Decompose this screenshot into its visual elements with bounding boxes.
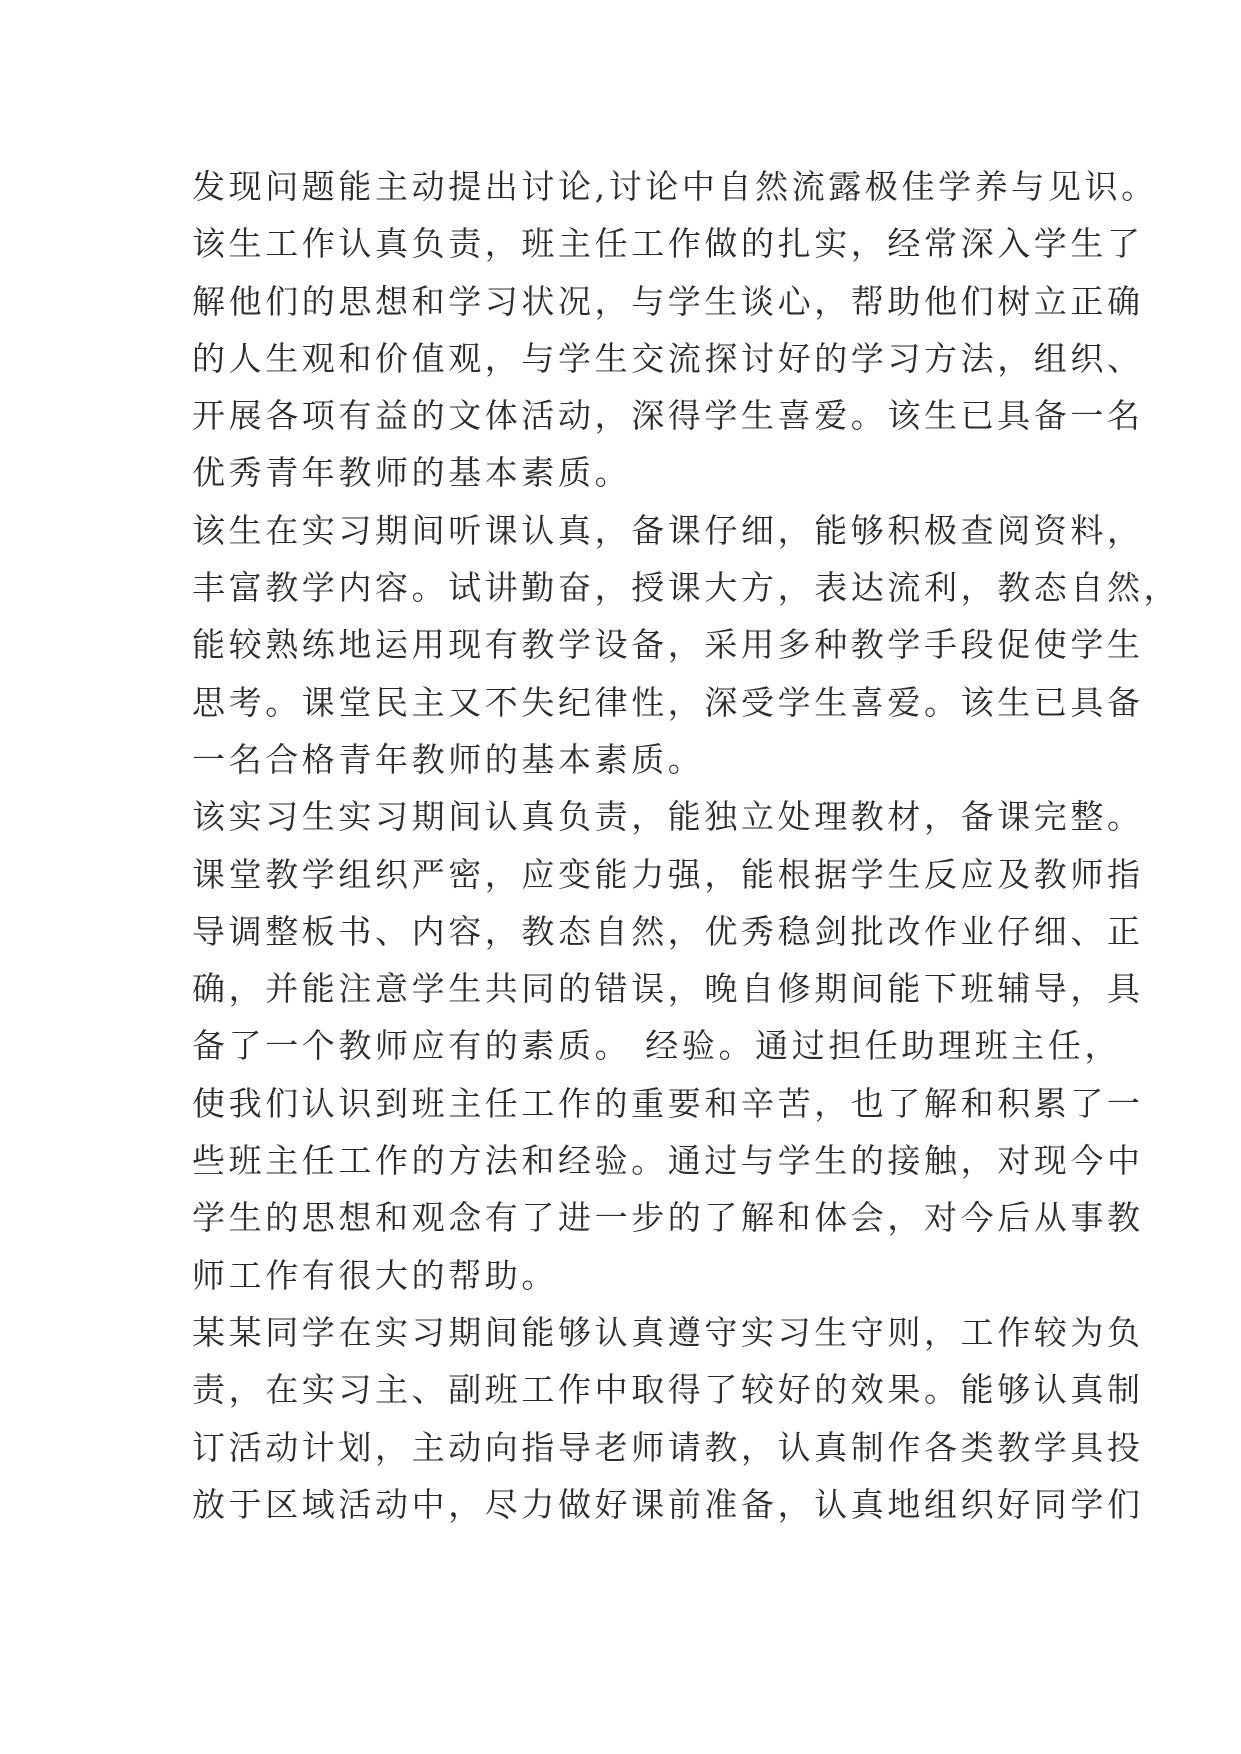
text-line: 该生工作认真负责，班主任工作做的扎实，经常深入学生了 [192,224,1144,264]
text-line: 优秀青年教师的基本素质。 [192,453,632,493]
text-line: 课堂教学组织严密，应变能力强，能根据学生反应及教师指 [192,854,1144,894]
document-body [192,158,1181,1533]
text-line: 思考。课堂民主又不失纪律性，深受学生喜爱。该生已具备 [192,682,1144,722]
text-line: 责，在实习主、副班工作中取得了较好的效果。能够认真制 [192,1370,1144,1410]
text-line: 能较熟练地运用现有教学设备，采用多种教学手段促使学生 [192,625,1144,665]
text-line: 放于区域活动中，尽力做好课前准备，认真地组织好同学们 [192,1484,1144,1524]
text-line: 订活动计划，主动向指导老师请教，认真制作各类教学具投 [192,1427,1144,1467]
text-line: 使我们认识到班主任工作的重要和辛苦，也了解和积累了一 [192,1083,1144,1123]
text-line: 导调整板书、内容，教态自然，优秀稳剑批改作业仔细、正 [192,911,1144,951]
text-line: 丰富教学内容。试讲勤奋，授课大方，表达流利，教态自然， [192,568,1181,608]
text-line: 的人生观和价值观，与学生交流探讨好的学习方法，组织、 [192,338,1144,378]
text-line: 些班主任工作的方法和经验。通过与学生的接触，对现今中 [192,1141,1144,1181]
text-line: 确，并能注意学生共同的错误，晚自修期间能下班辅导，具 [192,969,1144,1009]
text-line: 发现问题能主动提出讨论,讨论中自然流露极佳学养与见识。 [192,167,1158,206]
text-line: 学生的思想和观念有了进一步的了解和体会，对今后从事教 [192,1198,1144,1238]
text-line: 一名合格青年教师的基本素质。 [192,739,705,779]
text-line: 师工作有很大的帮助。 [192,1255,558,1295]
text-line: 解他们的思想和学习状况，与学生谈心，帮助他们树立正确 [192,281,1144,321]
text-line: 备了一个教师应有的素质。 经验。通过担任助理班主任， [192,1026,1122,1066]
text-line: 该实习生实习期间认真负责，能独立处理教材，备课完整。 [192,797,1144,837]
text-line: 该生在实习期间听课认真，备课仔细，能够积极查阅资料， [192,510,1144,550]
text-line: 开展各项有益的文体活动，深得学生喜爱。该生已具备一名 [192,396,1144,436]
text-line: 某某同学在实习期间能够认真遵守实习生守则，工作较为负 [192,1312,1144,1352]
